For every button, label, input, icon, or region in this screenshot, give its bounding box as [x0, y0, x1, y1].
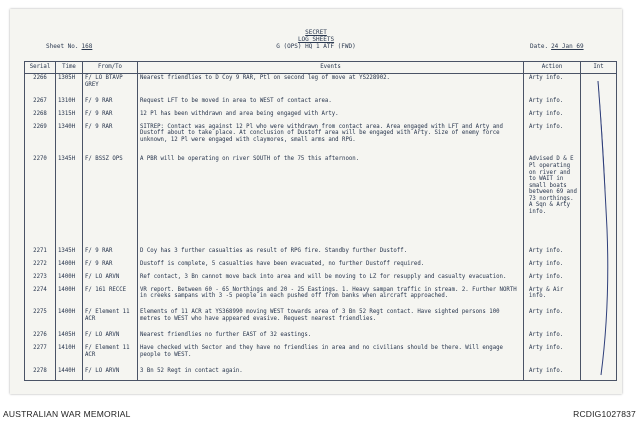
classification-label: SECRET: [305, 29, 327, 36]
time-cell: 1345H: [56, 155, 83, 247]
from-to-cell: F/ LO ARVN: [83, 367, 138, 381]
table-row: [25, 331, 617, 344]
time-cell: 1305H: [56, 74, 83, 97]
serial-cell: 2272: [25, 260, 56, 273]
column-header-time: Time: [56, 62, 83, 74]
table-row: [25, 286, 617, 309]
serial-cell: 2270: [25, 155, 56, 247]
action-cell: Arty info.: [524, 260, 581, 273]
int-cell: [581, 74, 617, 97]
int-cell: [581, 367, 617, 381]
int-cell: [581, 286, 617, 309]
int-cell: [581, 308, 617, 331]
events-cell: D Coy has 3 further casualties as result of RPG fire. Standby further Dustoff.: [138, 247, 524, 260]
action-cell: Arty & Air info.: [524, 286, 581, 309]
action-cell: Arty info.: [524, 74, 581, 97]
column-header-from-to: From/To: [83, 62, 138, 74]
events-cell: Nearest friendlies no further EAST of 32 eastings.: [138, 331, 524, 344]
table-row: [25, 308, 617, 331]
from-to-cell: F/ 9 RAR: [83, 123, 138, 156]
table-row: [25, 273, 617, 286]
column-header-serial: Serial: [25, 62, 56, 74]
table-row: [25, 367, 617, 381]
date-label: Date.: [530, 43, 549, 50]
table-row: [25, 123, 617, 156]
table-row: [25, 344, 617, 367]
serial-cell: 2273: [25, 273, 56, 286]
log-table-header: [25, 62, 617, 74]
date-field: [530, 43, 584, 50]
serial-cell: 2266: [25, 74, 56, 97]
time-cell: 1345H: [56, 247, 83, 260]
document-title: LOG SHEETS: [297, 36, 335, 43]
from-to-cell: F/ 9 RAR: [83, 260, 138, 273]
action-cell: Arty info.: [524, 344, 581, 367]
from-to-cell: F/ 161 RECCE: [83, 286, 138, 309]
serial-cell: 2275: [25, 308, 56, 331]
int-cell: [581, 344, 617, 367]
table-row: [25, 260, 617, 273]
int-cell: [581, 155, 617, 247]
events-cell: Have checked with Sector and they have no friendlies in area and no civilians should be there. Will engage people to WEST.: [138, 344, 524, 367]
table-row: [25, 74, 617, 97]
action-cell: Arty info.: [524, 247, 581, 260]
events-cell: Request LFT to be moved in area to WEST of contact area.: [138, 97, 524, 110]
table-row: [25, 247, 617, 260]
archive-credit: AUSTRALIAN WAR MEMORIAL: [3, 409, 131, 419]
time-cell: 1400H: [56, 286, 83, 309]
from-to-cell: F/ BSSZ OPS: [83, 155, 138, 247]
sheet-number-field: [46, 43, 92, 50]
int-cell: [581, 260, 617, 273]
int-cell: [581, 110, 617, 123]
action-cell: Arty info.: [524, 331, 581, 344]
events-cell: VR report. Between 60 - 65 Northings and 20 - 25 Eastings. 1. Heavy sampan traffic in stream. 2. Further NORTH in creeks sampans with 3 -5 people in each pushed off from banks when aircraft approached.: [138, 286, 524, 309]
from-to-cell: F/ Element 11 ACR: [83, 344, 138, 367]
table-row: [25, 155, 617, 247]
action-cell: Arty info.: [524, 123, 581, 156]
events-cell: 12 Pl has been withdrawn and area being engaged with Arty.: [138, 110, 524, 123]
int-cell: [581, 273, 617, 286]
int-cell: [581, 247, 617, 260]
serial-cell: 2268: [25, 110, 56, 123]
from-to-cell: F/ Element 11 ACR: [83, 308, 138, 331]
from-to-cell: F/ LO BTAVP GREY: [83, 74, 138, 97]
log-table-body: [25, 74, 617, 381]
action-cell: Advised D & E Pl operating on river and to WAIT in small boats between 69 and 73 northings. A Sqn & Arty info.: [524, 155, 581, 247]
archive-reference: RCDIG1027837: [573, 409, 636, 419]
serial-cell: 2278: [25, 367, 56, 381]
action-cell: Arty info.: [524, 367, 581, 381]
events-cell: Dustoff is complete, 5 casualties have been evacuated, no further Dustoff required.: [138, 260, 524, 273]
serial-cell: 2277: [25, 344, 56, 367]
column-header-action: Action: [524, 62, 581, 74]
serial-cell: 2267: [25, 97, 56, 110]
table-row: [25, 97, 617, 110]
events-cell: Nearest friendlies to D Coy 9 RAR, Ptl on second leg of move at YS228902.: [138, 74, 524, 97]
sheet-number-label: Sheet No.: [46, 43, 79, 50]
sheet-number-value: 168: [81, 43, 93, 50]
time-cell: 1340H: [56, 123, 83, 156]
date-value: 24 Jan 69: [551, 43, 584, 50]
time-cell: 1440H: [56, 367, 83, 381]
int-cell: [581, 331, 617, 344]
time-cell: 1405H: [56, 331, 83, 344]
time-cell: 1400H: [56, 308, 83, 331]
events-cell: Ref contact, 3 Bn cannot move back into area and will be moving to LZ for resupply and casualty evacuation.: [138, 273, 524, 286]
time-cell: 1400H: [56, 260, 83, 273]
from-to-cell: F/ 9 RAR: [83, 110, 138, 123]
serial-cell: 2274: [25, 286, 56, 309]
serial-cell: 2271: [25, 247, 56, 260]
table-row: [25, 110, 617, 123]
action-cell: Arty info.: [524, 308, 581, 331]
time-cell: 1310H: [56, 97, 83, 110]
column-header-int: Int: [581, 62, 617, 74]
int-cell: [581, 123, 617, 156]
serial-cell: 2269: [25, 123, 56, 156]
time-cell: 1410H: [56, 344, 83, 367]
unit-label: G (OPS) HQ 1 ATF (FWD): [276, 43, 356, 50]
log-table: [24, 61, 617, 381]
from-to-cell: F/ 9 RAR: [83, 247, 138, 260]
from-to-cell: F/ LO ARVN: [83, 273, 138, 286]
log-sheet-page: [10, 9, 622, 394]
events-cell: 3 Bn 52 Regt in contact again.: [138, 367, 524, 381]
action-cell: Arty info.: [524, 273, 581, 286]
action-cell: Arty info.: [524, 110, 581, 123]
column-header-events: Events: [138, 62, 524, 74]
int-cell: [581, 97, 617, 110]
events-cell: SITREP: Contact was against 12 Pl who were withdrawn from contact area. Area engaged with LFT and Arty and Dustoff about to take place. At conclusion of Dustoff area will be engaged with Arty. Size of enemy force unknown, 12 Pl were engaged with claymores, small arms and RPG.: [138, 123, 524, 156]
from-to-cell: F/ 9 RAR: [83, 97, 138, 110]
events-cell: Elements of 11 ACR at YS368990 moving WEST towards area of 3 Bn 52 Regt contact. Have sighted persons 100 metres to WEST who have appeared evasive. Request nearest friendlies.: [138, 308, 524, 331]
events-cell: A PBR will be operating on river SOUTH of the 75 this afternoon.: [138, 155, 524, 247]
action-cell: Arty info.: [524, 97, 581, 110]
from-to-cell: F/ LO ARVN: [83, 331, 138, 344]
time-cell: 1400H: [56, 273, 83, 286]
time-cell: 1315H: [56, 110, 83, 123]
serial-cell: 2276: [25, 331, 56, 344]
